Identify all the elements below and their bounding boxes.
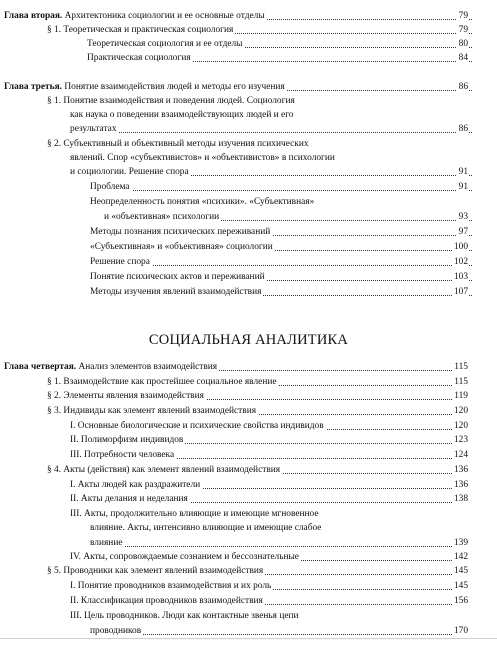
page-number: 103	[453, 272, 468, 282]
entry-text	[4, 82, 287, 93]
entry-text: Практическая социология	[87, 53, 191, 63]
entry-text: § 4. Акты (действия) как элемент явлений взаимодействия	[47, 465, 281, 475]
page-number: 138	[453, 494, 468, 504]
entry-text: I. Понятие проводников взаимодействия и их роль	[70, 581, 272, 591]
entry-text: влияние	[90, 538, 123, 548]
page-number: 139	[453, 538, 468, 548]
entry-text: влияние. Акты, интенсивно влияющие и имеющие слабое	[90, 523, 322, 533]
page-number: 115	[454, 377, 468, 387]
entry-text: III. Цель проводников. Люди как контактные звенья цепи	[70, 611, 299, 621]
entry-text: II. Акты делания и неделания	[70, 494, 188, 504]
page-number: 86	[458, 124, 468, 134]
page-number: 79	[458, 11, 468, 21]
entry-text: § 1. Взаимодействие как простейшее социальное явление	[47, 377, 277, 387]
page-number: 123	[453, 435, 468, 445]
page-number: 80	[458, 39, 468, 49]
entry-text: § 3. Индивиды как элемент явлений взаимодействия	[47, 406, 257, 416]
page-number: 107	[453, 287, 468, 297]
page-number: 119	[454, 391, 468, 401]
leader-dots	[72, 132, 472, 133]
entry-text: и «объективная» психологии	[104, 212, 220, 222]
chapter-title: Анализ элементов взаимодействия	[78, 362, 218, 372]
entry-text: § 5. Проводники как элемент явлений взаимодействия	[47, 566, 264, 576]
entry-text: I. Акты людей как раздражители	[70, 480, 201, 490]
entry-text	[4, 11, 267, 22]
entry-text: Понятие психических актов и переживаний	[90, 272, 265, 282]
page-number: 156	[453, 596, 468, 606]
page-number: 136	[453, 480, 468, 490]
entry-text: Проблема	[90, 182, 130, 192]
entry-text: и социологии. Решение спора	[70, 167, 189, 177]
page-number: 124	[453, 450, 468, 460]
entry-text	[4, 362, 219, 373]
entry-text: Теоретическая социология и ее отделы	[87, 39, 243, 49]
page-number: 100	[453, 242, 468, 252]
entry-text: явлений. Спор «субъективистов» и «объективистов» в психологии	[70, 153, 335, 163]
entry-text: I. Основные биологические и психические свойства индивидов	[70, 421, 324, 431]
entry-text: как наука о поведении взаимодействующих людей и его	[70, 110, 294, 120]
leader-dots	[92, 634, 466, 635]
page-number: 79	[458, 25, 468, 35]
page-number: 91	[458, 167, 468, 177]
page-number: 115	[454, 362, 468, 372]
chapter-label: Глава третья.	[4, 82, 63, 92]
page-number: 97	[458, 227, 468, 237]
entry-text: Решение спора	[90, 257, 150, 267]
entry-text: II. Классификация проводников взаимодействия	[70, 596, 263, 606]
bottom-edge-rule	[0, 638, 497, 639]
page-number: 93	[458, 212, 468, 222]
entry-text: IV. Акты, сопровождаемые сознанием и бессознательные	[70, 552, 299, 562]
entry-text: «Субъективная» и «объективная» социологии	[90, 242, 273, 252]
entry-text: § 2. Элементы явления взаимодействия	[47, 391, 204, 401]
leader-dots	[92, 546, 466, 547]
page-number: 145	[453, 566, 468, 576]
entry-text: § 1. Понятие взаимодействия и поведения людей. Социология	[47, 96, 295, 106]
page-number: 86	[458, 82, 468, 92]
entry-text: Неопределенность понятия «психики». «Субъективная»	[90, 197, 315, 207]
entry-text: II. Полиморфизм индивидов	[70, 435, 184, 445]
entry-text: результатах	[70, 124, 117, 134]
page-number: 120	[453, 406, 468, 416]
entry-text: § 1. Теоретическая и практическая социология	[47, 25, 234, 35]
chapter-title: Понятие взаимодействия людей и методы его изучения	[64, 82, 285, 92]
leader-dots	[92, 190, 472, 191]
entry-text: III. Акты, продолжительно влияющие и имеющие мгновенное	[70, 509, 319, 519]
chapter-label: Глава вторая.	[4, 11, 63, 21]
page-number: 136	[453, 465, 468, 475]
entry-text: III. Потребности человека	[70, 450, 175, 460]
page-number: 91	[458, 182, 468, 192]
page-number: 142	[453, 552, 468, 562]
page-number: 170	[453, 626, 468, 636]
entry-text: § 2. Субъективный и объективный методы изучения психических	[47, 139, 309, 149]
page-number: 145	[453, 581, 468, 591]
chapter-title: Архитектоника социологии и ее основные отделы	[64, 11, 265, 21]
entry-text: Методы познания психических переживаний	[90, 227, 271, 237]
page-number: 120	[453, 421, 468, 431]
page-number: 102	[453, 257, 468, 267]
entry-text: Методы изучения явлений взаимодействия	[90, 287, 262, 297]
page-number: 84	[458, 53, 468, 63]
entry-text: проводников	[90, 626, 142, 636]
part-heading: СОЦИАЛЬНАЯ АНАЛИТИКА	[148, 332, 349, 348]
chapter-label: Глава четвертая.	[4, 362, 77, 372]
